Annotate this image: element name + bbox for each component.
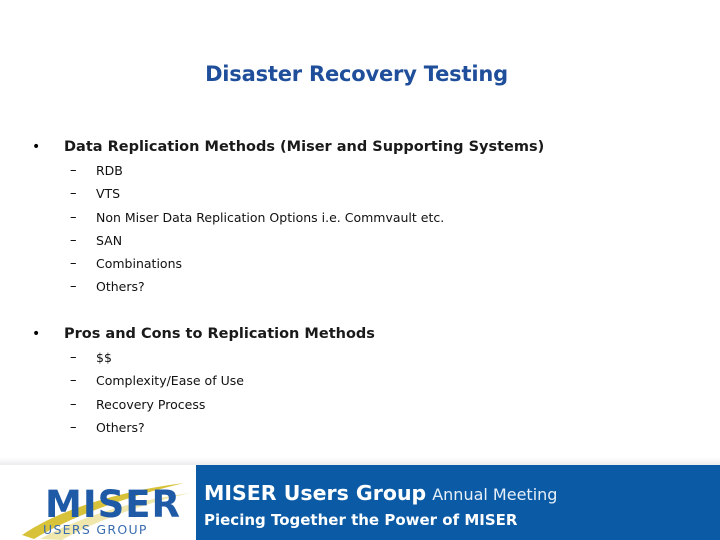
dash-marker: – xyxy=(70,350,77,365)
bullet-heading: Data Replication Methods (Miser and Supporting Systems) xyxy=(64,139,545,155)
sub-bullet-item xyxy=(0,346,720,369)
dash-marker: – xyxy=(70,209,77,225)
footer-band xyxy=(196,465,720,540)
bullet-heading-row xyxy=(0,322,720,346)
bullet-heading-row xyxy=(0,135,720,159)
band-subtitle: Annual Meeting xyxy=(432,485,558,504)
sub-bullet-text: Recovery Process xyxy=(96,396,206,412)
sub-bullet-text: Non Miser Data Replication Options i.e. Commvault etc. xyxy=(96,209,445,225)
logo-subtitle: USERS GROUP xyxy=(43,522,148,537)
sub-bullet-text: VTS xyxy=(96,186,121,202)
sub-bullet-item xyxy=(0,182,720,205)
band-title: MISER Users Group xyxy=(204,481,427,505)
sub-bullet-item xyxy=(0,159,720,182)
logo-wordmark: MISER xyxy=(45,483,181,526)
sub-bullet-text: Others? xyxy=(96,279,145,295)
bullet-dot: • xyxy=(32,139,41,155)
section-data-replication xyxy=(0,135,720,299)
sub-bullet-list xyxy=(0,346,720,439)
dash-marker: – xyxy=(70,256,77,272)
sub-bullet-text: Complexity/Ease of Use xyxy=(96,373,244,389)
bullet-dot: • xyxy=(32,326,41,342)
sub-bullet-text: Others? xyxy=(96,419,145,435)
sub-bullet-text: Combinations xyxy=(96,256,182,272)
dash-marker: – xyxy=(70,396,77,412)
sub-bullet-item xyxy=(0,416,720,439)
dash-marker: – xyxy=(70,279,77,295)
dash-marker: – xyxy=(70,419,77,435)
sub-bullet-list xyxy=(0,159,720,299)
sub-bullet-text: SAN xyxy=(96,232,123,248)
sub-bullet-item xyxy=(0,369,720,392)
dash-marker: – xyxy=(70,232,77,248)
bullet-heading: Pros and Cons to Replication Methods xyxy=(64,326,375,342)
footer-banner xyxy=(0,457,720,540)
dash-marker: – xyxy=(70,186,77,202)
band-heading xyxy=(204,480,557,508)
band-tagline: Piecing Together the Power of MISER xyxy=(204,511,518,529)
sub-bullet-item xyxy=(0,393,720,416)
sub-bullet-item xyxy=(0,252,720,275)
sub-bullet-item xyxy=(0,275,720,298)
section-pros-cons xyxy=(0,322,720,439)
sub-bullet-item xyxy=(0,229,720,252)
dash-marker: – xyxy=(70,373,77,389)
sub-bullet-item xyxy=(0,206,720,229)
sub-bullet-text: RDB xyxy=(96,163,123,178)
sub-bullet-text: $$ xyxy=(96,350,112,365)
dash-marker: – xyxy=(70,163,77,178)
slide-title: Disaster Recovery Testing xyxy=(205,62,508,86)
logo-area xyxy=(0,465,196,540)
